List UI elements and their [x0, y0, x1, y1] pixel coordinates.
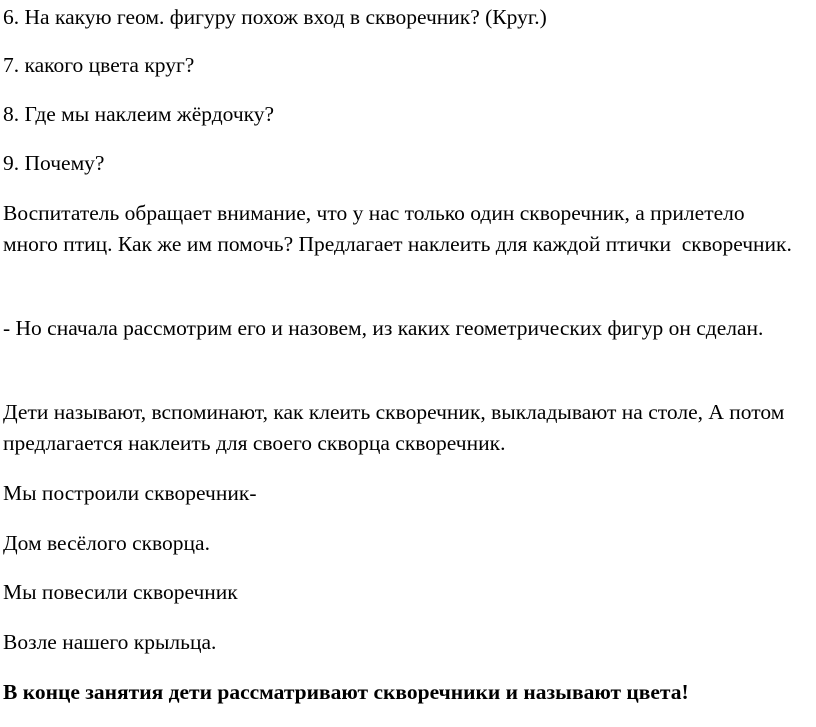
- poem-line-3: Мы повесили скворечник: [3, 580, 238, 604]
- children-paragraph: Дети называют, вспоминают, как клеить скворечник, выкладывают на столе, А потом предлагается наклеить для своего скворца скворечник.: [3, 400, 790, 455]
- question-8: 8. Где мы наклеим жёрдочку?: [3, 102, 275, 126]
- question-6: 6. На какую геом. фигуру похож вход в скворечник? (Круг.): [3, 5, 547, 29]
- poem-line-2: Дом весёлого скворца.: [3, 531, 210, 555]
- examine-paragraph: - Но сначала рассмотрим его и назовем, из каких геометрических фигур он сделан.: [3, 316, 764, 340]
- poem-line-1: Мы построили скворечник-: [3, 481, 257, 505]
- conclusion-paragraph: В конце занятия дети рассматривают скворечники и называют цвета!: [3, 680, 689, 704]
- question-7: 7. какого цвета круг?: [3, 53, 195, 77]
- question-9: 9. Почему?: [3, 151, 105, 175]
- poem-line-4: Возле нашего крыльца.: [3, 630, 217, 654]
- teacher-paragraph: Воспитатель обращает внимание, что у нас только один скворечник, а прилетело много птиц. Как же им помочь? Предлагает наклеить для каждой птички скворечник.: [3, 201, 792, 256]
